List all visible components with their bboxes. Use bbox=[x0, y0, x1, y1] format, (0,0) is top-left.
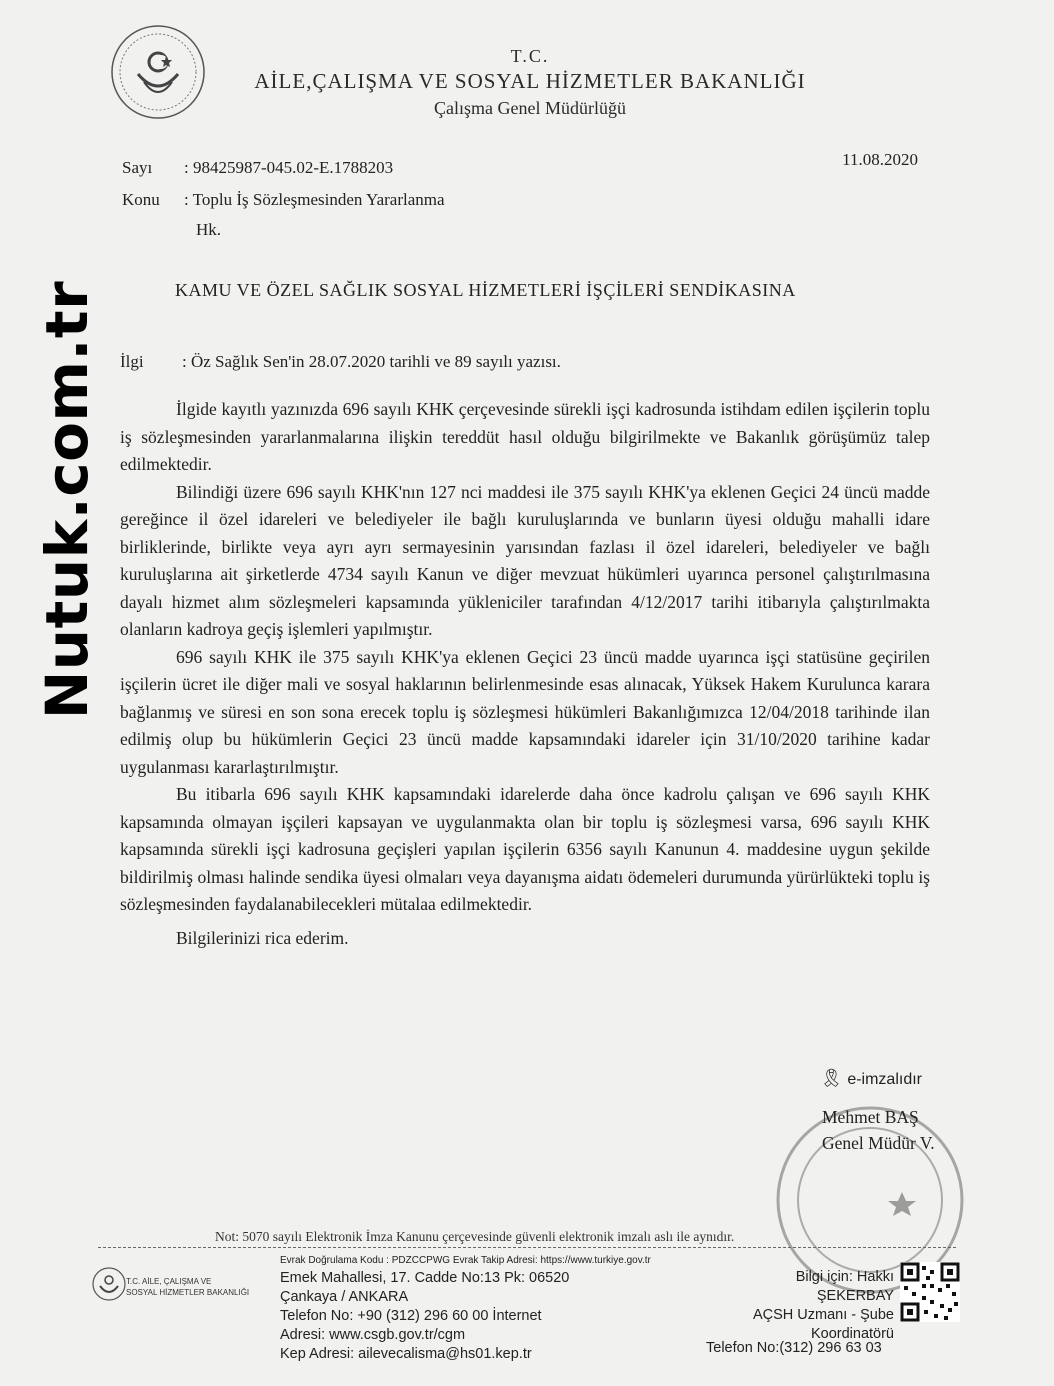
signer-block bbox=[822, 1104, 935, 1156]
address-line: Emek Mahallesi, 17. Cadde No:13 Pk: 06520 bbox=[280, 1270, 570, 1286]
sayi-label: Sayı bbox=[122, 158, 153, 177]
address-line: Çankaya / ANKARA bbox=[280, 1289, 409, 1305]
signer-title: Genel Müdür V. bbox=[822, 1133, 935, 1153]
header-department: Çalışma Genel Müdürlüğü bbox=[434, 98, 626, 118]
phone-line: Telefon No: +90 (312) 296 60 00 İnternet bbox=[280, 1308, 542, 1324]
header-tc: T.C. bbox=[510, 46, 550, 66]
verification-code: Evrak Doğrulama Kodu : PDZCCPWG Evrak Takip Adresi: https://www.turkiye.gov.tr bbox=[280, 1255, 651, 1266]
footer-divider bbox=[98, 1247, 956, 1248]
header-ministry: AİLE,ÇALIŞMA VE SOSYAL HİZMETLER BAKANLIĞI bbox=[254, 69, 806, 93]
letter-date: 11.08.2020 bbox=[842, 150, 918, 169]
ministry-logo-icon bbox=[108, 22, 208, 122]
info-phone: Telefon No:(312) 296 63 03 bbox=[706, 1340, 882, 1356]
footer-ministry-name bbox=[126, 1276, 249, 1298]
info-line: Bilgi için: Hakkı bbox=[795, 1269, 894, 1285]
konu-value: : Toplu İş Sözleşmesinden Yararlanma bbox=[184, 190, 445, 209]
footer-note: Not: 5070 sayılı Elektronik İmza Kanunu çerçevesinde güvenli elektronik imzalı aslı ile aynıdır. bbox=[215, 1229, 735, 1244]
e-signature-label: e-imzalıdır bbox=[847, 1071, 922, 1088]
ilgi-line bbox=[120, 352, 561, 372]
konu-line bbox=[122, 190, 445, 210]
konu-continued: Hk. bbox=[196, 220, 222, 239]
info-line: AÇSH Uzmanı - Şube bbox=[752, 1307, 894, 1323]
footer-info bbox=[753, 1268, 894, 1344]
ilgi-value: : Öz Sağlık Sen'in 28.07.2020 tarihli ve 89 sayılı yazısı. bbox=[182, 352, 561, 371]
watermark-text: Nutuk.com.tr bbox=[33, 280, 101, 720]
footer-ministry-line: SOSYAL HİZMETLER BAKANLIĞI bbox=[126, 1288, 250, 1297]
closing-line: Bilgilerinizi rica ederim. bbox=[176, 927, 349, 948]
addressee: KAMU VE ÖZEL SAĞLIK SOSYAL HİZMETLERİ İŞÇİLERİ SENDİKASINA bbox=[175, 280, 796, 300]
qr-code-icon bbox=[900, 1262, 960, 1322]
web-line: Adresi: www.csgb.gov.tr/cgm bbox=[280, 1327, 466, 1343]
sayi-value: : 98425987-045.02-E.1788203 bbox=[184, 158, 394, 177]
paragraph: Bu itibarla 696 sayılı KHK kapsamındaki idarelerde daha önce kadrolu çalışan ve 696 sayılı KHK kapsamında olmayan işçileri kapsayan ve uygulanmakta olan bir toplu iş sözleşmesi varsa, 696 sayılı KHK kapsamında sürekli işçi kadrosuna geçişleri yapılan işçilerin 6356 sayılı Kanunun 4. maddesine uygun şekilde bildirilmiş olması halinde sendika üyesi olmaları veya dayanışma aidatı ödemeleri durumunda yürürlükteki toplu iş sözleşmesinden faydalanabilecekleri mütalaa edilmektedir. bbox=[120, 784, 930, 914]
info-line: ŞEKERBAY bbox=[816, 1288, 894, 1304]
e-signature-mark bbox=[820, 1068, 922, 1089]
letter-body bbox=[120, 396, 930, 952]
ribbon-icon: 🎗 bbox=[820, 1068, 843, 1088]
ilgi-label: İlgi bbox=[120, 352, 144, 371]
paragraph: 696 sayılı KHK ile 375 sayılı KHK'ya eklenen Geçici 23 üncü madde uyarınca işçi statüsüne geçirilen işçilerin ücret ile diğer mali ve sosyal haklarının belirlenmesinde esas alınacak, Yüksek Hakem Kurulunca karara bağlanmış ve süresi en son sona erecek toplu iş sözleşmesi hükümleri Bakanlığımızca 12/04/2018 tarihinde ilan edilmiş olup bu hükümlerin Geçici 23 üncü madde kapsamındaki idareler için 31/10/2020 tarihine kadar uygulanması kararlaştırılmıştır. bbox=[120, 646, 930, 777]
signer-name: Mehmet BAŞ bbox=[822, 1107, 919, 1127]
kep-line: Kep Adresi: ailevecalisma@hs01.kep.tr bbox=[280, 1346, 532, 1362]
letter-header bbox=[250, 46, 810, 119]
watermark bbox=[22, 280, 112, 720]
footer-contact bbox=[280, 1254, 651, 1364]
konu-label: Konu bbox=[122, 190, 160, 209]
info-line: Koordinatörü bbox=[810, 1326, 894, 1342]
footer-ministry-line: T.C. AİLE, ÇALIŞMA VE bbox=[126, 1277, 212, 1286]
ministry-logo-small-icon bbox=[90, 1262, 128, 1312]
paragraph: Bilindiği üzere 696 sayılı KHK'nın 127 nci maddesi ile 375 sayılı KHK'ya eklenen Geçici 24 üncü madde gereğince il özel idareleri ve belediyeler ile bağlı kuruluşlarında ve bunların üyesi olduğu mahalli idare birliklerinde, birlikte veya ayrı ayrı sermayesinin yarısından fazlası il özel idareleri, belediyeler ve bağlı kuruluşlarına ait şirketlerde 4734 sayılı Kanun ve diğer mevzuat hükümleri uyarınca personel çalıştırılmasına dayalı hizmet alım sözleşmeleri kapsamında yükleniciler tarafından 4/12/2017 tarihi itibarıyla çalıştırılmakta olanların kadroya geçiş işlemleri yapılmıştır. bbox=[120, 481, 930, 639]
sayi-line bbox=[122, 158, 393, 178]
paragraph: İlgide kayıtlı yazınızda 696 sayılı KHK çerçevesinde sürekli işçi kadrosunda istihdam edilen işçilerin toplu iş sözleşmesinden yararlanmalarına ilişkin tereddüt hasıl olduğu bilgirilmekte ve Bakanlık görüşümüz talep edilmektedir. bbox=[120, 399, 930, 474]
